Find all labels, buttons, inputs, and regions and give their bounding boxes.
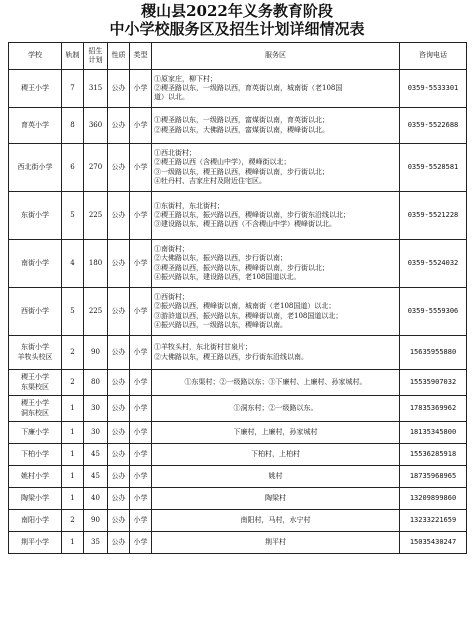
cell-phone: 17835369962 (400, 396, 467, 422)
cell-phone: 0359-5559306 (400, 288, 467, 336)
cell-nature: 公办 (108, 444, 130, 466)
service-area-line: 南阳村，马村，水宁村 (240, 515, 311, 524)
table-row (9, 336, 467, 370)
service-area-line: ④牡丹村、吉家庄村及附近住宅区。 (154, 176, 266, 185)
cell-phone: 13233221659 (400, 510, 467, 532)
cell-track: 8 (62, 108, 84, 144)
cell-track: 1 (62, 488, 84, 510)
table-row (9, 466, 467, 488)
cell-track: 2 (62, 336, 84, 370)
cell-plan: 45 (84, 466, 108, 488)
cell-plan: 360 (84, 108, 108, 144)
cell-school: 稷王小学 (9, 70, 62, 108)
table-row (9, 70, 467, 108)
cell-phone: 18135345800 (400, 422, 467, 444)
cell-service-area (152, 370, 400, 396)
header-phone: 咨询电话 (400, 43, 467, 70)
cell-phone: 18735968965 (400, 466, 467, 488)
cell-nature: 公办 (108, 422, 130, 444)
service-area-line: ②稷圣路以东，大佛路以西，富煤街以南，稷峰街以北。 (154, 125, 329, 134)
cell-phone: 15536285918 (400, 444, 467, 466)
cell-phone: 15535907032 (400, 370, 467, 396)
cell-school: 西北街小学 (9, 144, 62, 192)
cell-school: 稷王小学 东渠校区 (9, 370, 62, 396)
table-row (9, 532, 467, 554)
cell-type: 小学 (130, 240, 152, 288)
cell-track: 7 (62, 70, 84, 108)
cell-track: 1 (62, 396, 84, 422)
cell-service-area (152, 466, 400, 488)
cell-nature: 公办 (108, 144, 130, 192)
page-title: 稷山县2022年义务教育阶段 (141, 2, 333, 20)
cell-track: 2 (62, 370, 84, 396)
cell-plan: 90 (84, 510, 108, 532)
header-row (9, 43, 467, 70)
cell-type: 小学 (130, 336, 152, 370)
cell-nature: 公办 (108, 370, 130, 396)
cell-plan: 45 (84, 444, 108, 466)
cell-type: 小学 (130, 108, 152, 144)
cell-nature: 公办 (108, 70, 130, 108)
service-area-line: ②大佛路以东，稷王路以西，步行街东沿线以南。 (154, 352, 308, 361)
cell-plan: 315 (84, 70, 108, 108)
cell-service-area (152, 288, 400, 336)
cell-plan: 180 (84, 240, 108, 288)
header-track: 轨制 (62, 43, 84, 70)
cell-school: 稷王小学 洞东校区 (9, 396, 62, 422)
service-area-line: ②稷王路以西（含稷山中学），稷峰街以北； (154, 158, 291, 167)
cell-track: 5 (62, 288, 84, 336)
header-type: 类型 (130, 43, 152, 70)
cell-plan: 225 (84, 288, 108, 336)
cell-school: 育英小学 (9, 108, 62, 144)
table-row (9, 510, 467, 532)
page-subtitle: 中小学校服务区及招生计划详细情况表 (109, 20, 365, 38)
cell-school: 南街小学 (9, 240, 62, 288)
service-area-line: ①东渠村；②一级路以东；③下廉村、上廉村、孙家城村。 (184, 377, 367, 386)
cell-track: 6 (62, 144, 84, 192)
cell-plan: 90 (84, 336, 108, 370)
cell-service-area (152, 488, 400, 510)
cell-service-area (152, 108, 400, 144)
table-row (9, 288, 467, 336)
service-area-line: ①东街村，东北街村； (154, 201, 224, 210)
cell-phone: 0359-5521228 (400, 192, 467, 240)
cell-nature: 公办 (108, 240, 130, 288)
cell-phone: 15035430247 (400, 532, 467, 554)
cell-nature: 公办 (108, 532, 130, 554)
cell-school: 南阳小学 (9, 510, 62, 532)
service-area-line: 道）以北。 (154, 93, 189, 102)
cell-plan: 270 (84, 144, 108, 192)
cell-service-area (152, 336, 400, 370)
cell-type: 小学 (130, 288, 152, 336)
cell-plan: 80 (84, 370, 108, 396)
cell-nature: 公办 (108, 108, 130, 144)
service-area-line: 荆平村 (265, 537, 286, 546)
cell-type: 小学 (130, 144, 152, 192)
table-row (9, 396, 467, 422)
cell-school: 荆平小学 (9, 532, 62, 554)
cell-service-area (152, 192, 400, 240)
cell-service-area (152, 144, 400, 192)
cell-track: 1 (62, 444, 84, 466)
cell-service-area (152, 532, 400, 554)
service-area-line: ②稷圣路以东，一级路以西，育英街以南，城南街（老108国 (154, 83, 343, 92)
table-row (9, 422, 467, 444)
cell-school: 下柏小学 (9, 444, 62, 466)
cell-plan: 30 (84, 422, 108, 444)
cell-track: 1 (62, 422, 84, 444)
cell-service-area (152, 70, 400, 108)
service-area-line: 姚村 (268, 471, 283, 480)
service-area-line: ③稷圣路以西，振兴路以东，稷峰街以南，步行街以北； (154, 263, 329, 272)
cell-service-area (152, 444, 400, 466)
service-area-line: ④振兴路以西，一级路以东，稷峰街以南。 (154, 320, 287, 329)
service-area-line: ②振兴路以西，稷峰街以南，城南街（老108国道）以北； (154, 302, 336, 311)
service-area-line: ①原家庄，柳下村； (154, 74, 217, 83)
cell-type: 小学 (130, 444, 152, 466)
cell-nature: 公办 (108, 466, 130, 488)
service-area-line: ③一级路以东，稷王路以西，稷峰街以南，步行街以北； (154, 167, 329, 176)
table-row (9, 240, 467, 288)
cell-school: 东街小学 羊牧头校区 (9, 336, 62, 370)
header-school: 学校 (9, 43, 62, 70)
cell-type: 小学 (130, 396, 152, 422)
cell-plan: 30 (84, 396, 108, 422)
service-area-line: ①西街村； (154, 293, 189, 302)
service-area-line: ③建设路以东，稷王路以西（不含稷山中学）稷峰街以北。 (154, 220, 336, 229)
service-area-line: ①洞东村；②一级路以东。 (233, 403, 318, 412)
cell-nature: 公办 (108, 192, 130, 240)
cell-nature: 公办 (108, 288, 130, 336)
cell-phone: 0359-5524032 (400, 240, 467, 288)
table-body (9, 70, 467, 554)
cell-nature: 公办 (108, 396, 130, 422)
cell-type: 小学 (130, 466, 152, 488)
cell-type: 小学 (130, 70, 152, 108)
table-row (9, 192, 467, 240)
service-area-line: 陶梁村 (265, 493, 286, 502)
cell-plan: 35 (84, 532, 108, 554)
cell-type: 小学 (130, 422, 152, 444)
school-table (8, 42, 467, 554)
cell-school: 西街小学 (9, 288, 62, 336)
cell-school: 东街小学 (9, 192, 62, 240)
cell-service-area (152, 510, 400, 532)
table-row (9, 488, 467, 510)
service-area-line: ①南街村； (154, 245, 189, 254)
cell-phone: 13209899860 (400, 488, 467, 510)
cell-service-area (152, 396, 400, 422)
cell-service-area (152, 422, 400, 444)
header-plan: 招生 计划 (84, 43, 108, 70)
cell-type: 小学 (130, 510, 152, 532)
cell-nature: 公办 (108, 488, 130, 510)
cell-nature: 公办 (108, 510, 130, 532)
cell-phone: 0359-5533301 (400, 70, 467, 108)
cell-phone: 0359-5522688 (400, 108, 467, 144)
service-area-line: ①稷圣路以东，一级路以西，富煤街以南，育英街以北； (154, 116, 329, 125)
service-area-line: ①西北街村； (154, 149, 196, 158)
cell-type: 小学 (130, 532, 152, 554)
cell-service-area (152, 240, 400, 288)
cell-school: 姚村小学 (9, 466, 62, 488)
cell-track: 2 (62, 510, 84, 532)
cell-school: 下廉小学 (9, 422, 62, 444)
cell-nature: 公办 (108, 336, 130, 370)
cell-track: 1 (62, 532, 84, 554)
cell-type: 小学 (130, 192, 152, 240)
cell-track: 5 (62, 192, 84, 240)
service-area-line: ①羊牧头村，东北街村甘泉片； (154, 343, 252, 352)
service-area-line: 下廉村，上廉村，孙家城村 (233, 427, 318, 436)
table-row (9, 144, 467, 192)
service-area-line: ②大佛路以东，振兴路以西，步行街以南； (154, 254, 287, 263)
service-area-line: 下柏村，上柏村 (251, 449, 300, 458)
cell-track: 1 (62, 466, 84, 488)
cell-type: 小学 (130, 488, 152, 510)
table-row (9, 444, 467, 466)
cell-school: 陶梁小学 (9, 488, 62, 510)
header-nature: 性质 (108, 43, 130, 70)
cell-type: 小学 (130, 370, 152, 396)
cell-track: 4 (62, 240, 84, 288)
cell-phone: 15635955880 (400, 336, 467, 370)
service-area-line: ④振兴路以东，建设路以西，老108国道以北。 (154, 272, 301, 281)
cell-phone: 0359-5528581 (400, 144, 467, 192)
cell-plan: 40 (84, 488, 108, 510)
service-area-line: ③游浒道以西，振兴路以东，稷峰街以南，老108国道以北； (154, 311, 343, 320)
cell-plan: 225 (84, 192, 108, 240)
service-area-line: ②稷王路以东，振兴路以西，稷峰街以南，步行街东沿线以北； (154, 210, 350, 219)
table-row (9, 108, 467, 144)
table-row (9, 370, 467, 396)
header-area: 服务区 (152, 43, 400, 70)
